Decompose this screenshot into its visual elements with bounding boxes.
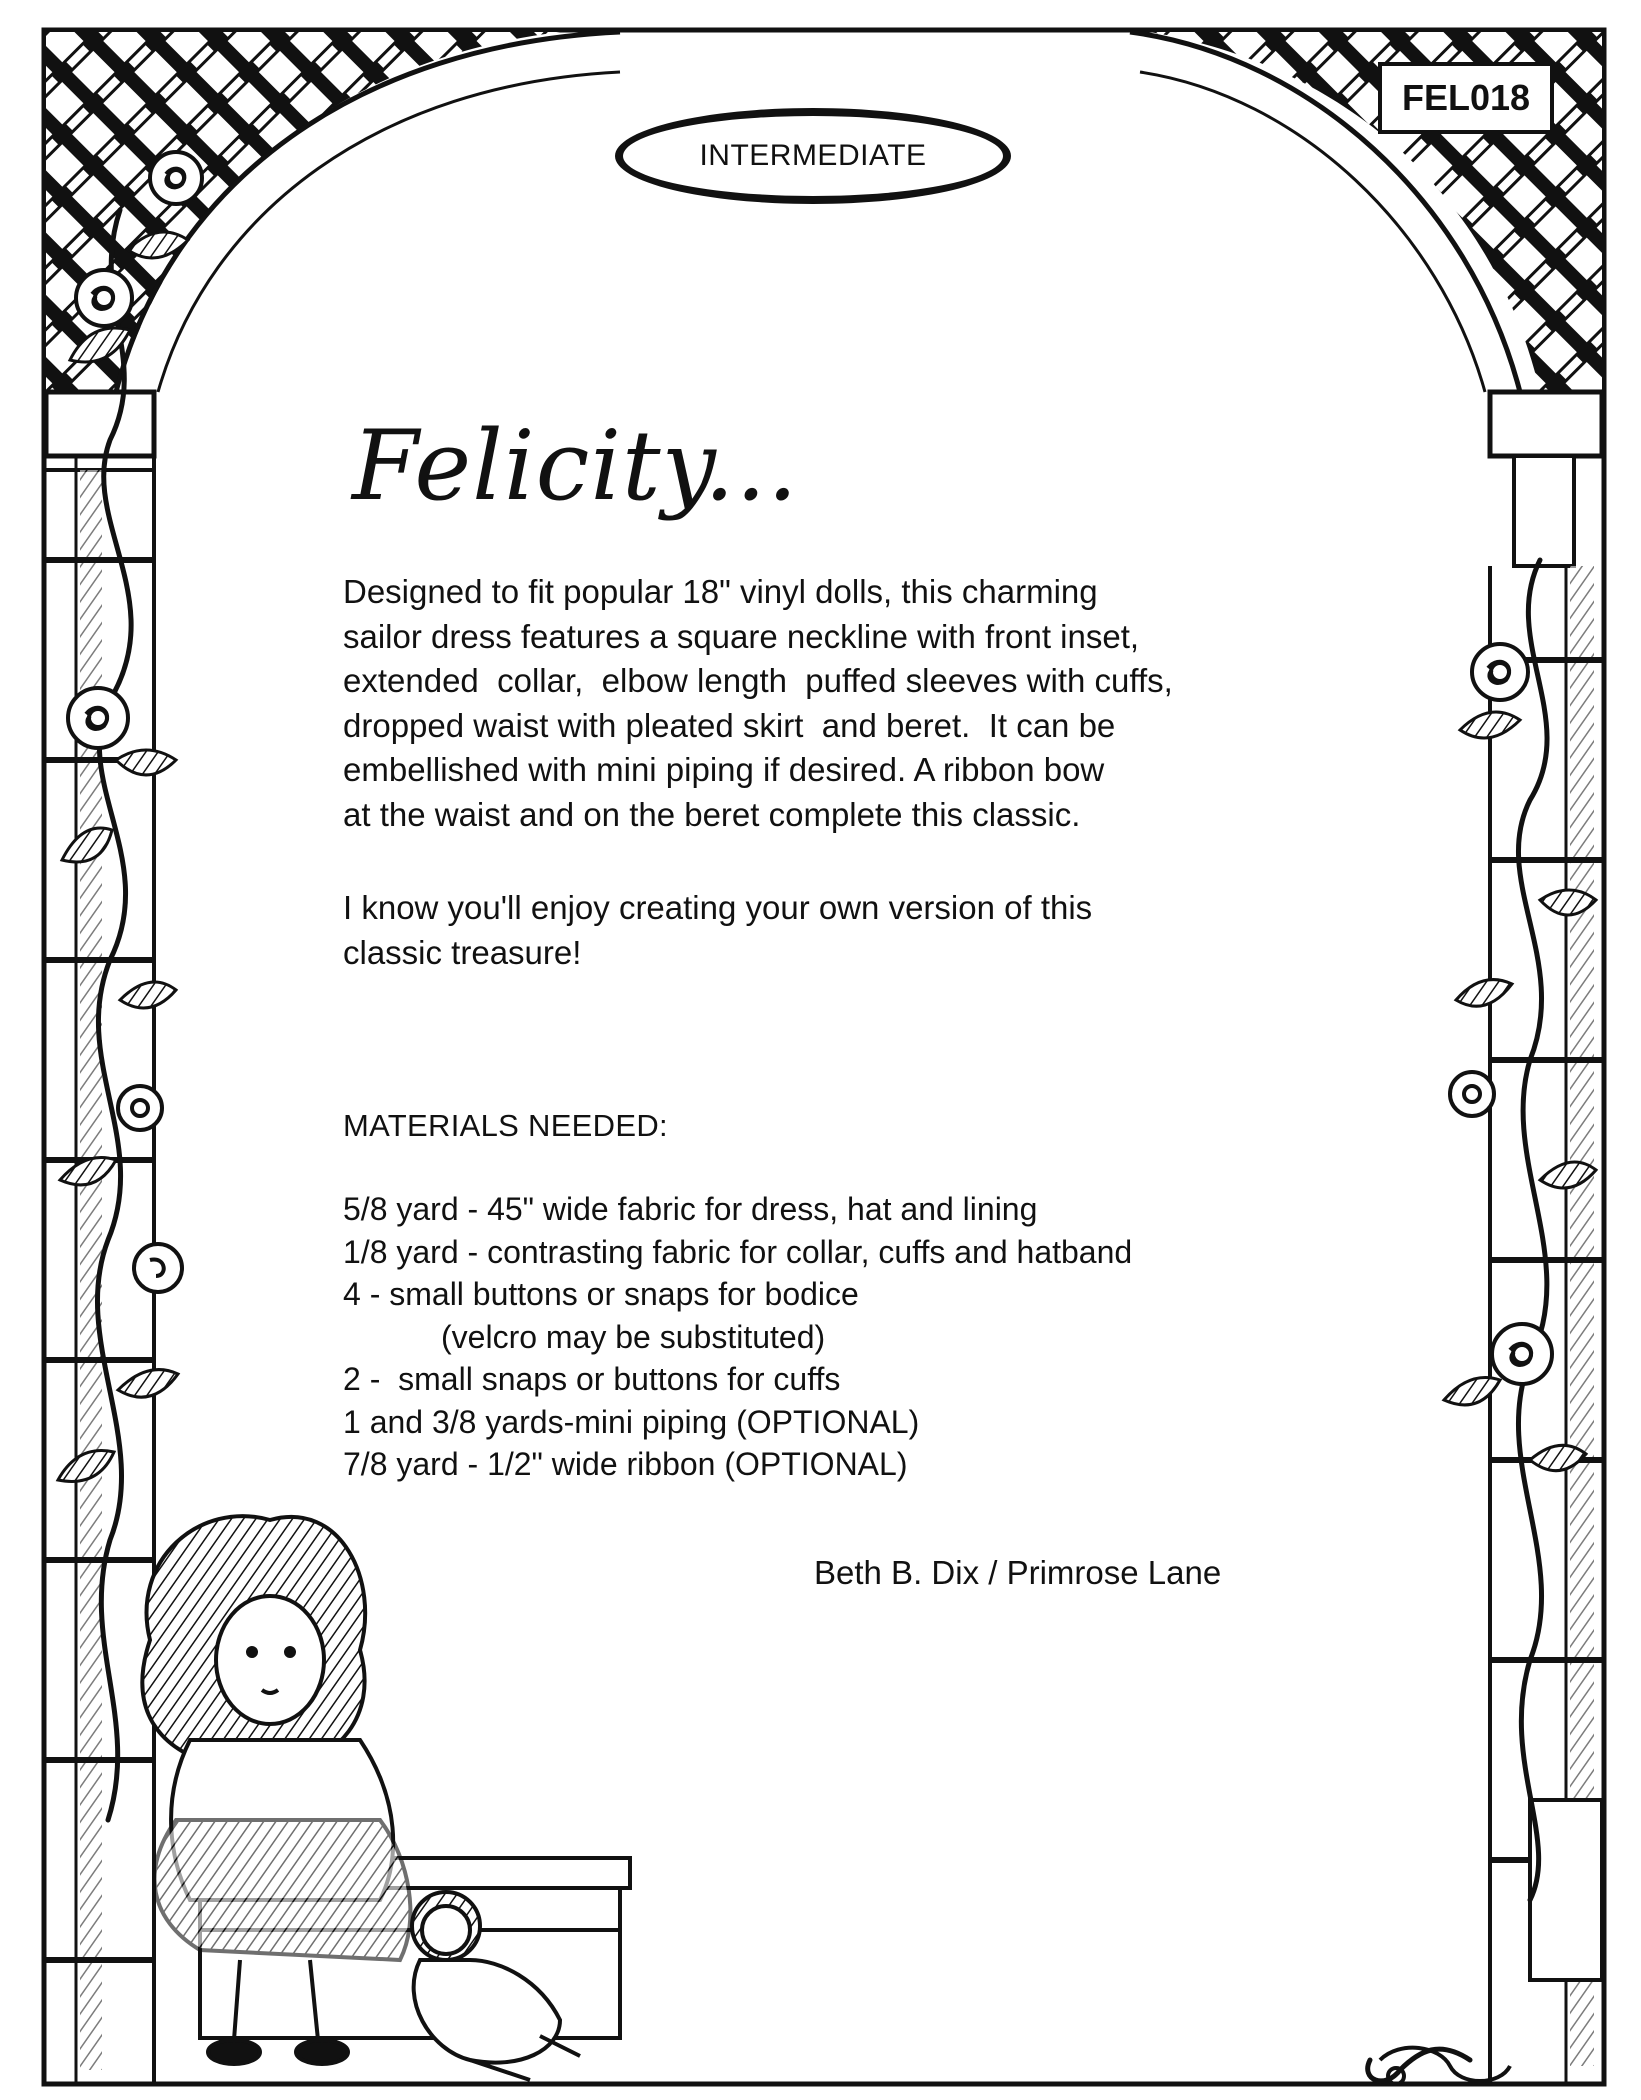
- closing-paragraph: [343, 886, 1353, 975]
- material-item: 5/8 yard - 45" wide fabric for dress, hat and lining: [343, 1191, 1038, 1227]
- intro-paragraph: [343, 570, 1353, 837]
- skill-level-badge: [615, 108, 1011, 204]
- closing-line: classic treasure!: [343, 933, 582, 971]
- material-item: 1/8 yard - contrasting fabric for collar, cuffs and hatband: [343, 1233, 1133, 1270]
- skill-level-label: INTERMEDIATE: [699, 139, 927, 172]
- intro-line: extended collar, elbow length puffed sleeves with cuffs,: [343, 662, 1173, 699]
- materials-list: [343, 1188, 1132, 1486]
- material-item: 1 and 3/8 yards-mini piping (OPTIONAL): [343, 1403, 920, 1440]
- left-pillar: [46, 392, 154, 2084]
- intro-line: embellished with mini piping if desired. A ribbon bow: [343, 751, 1105, 788]
- pattern-code: FEL018: [1401, 77, 1531, 118]
- intro-line: sailor dress features a square neckline with front inset,: [343, 617, 1140, 655]
- material-item-note: (velcro may be substituted): [441, 1318, 826, 1355]
- material-item: 2 - small snaps or buttons for cuffs: [343, 1361, 841, 1397]
- pattern-title: Felicity...: [352, 410, 799, 522]
- material-item: 4 - small buttons or snaps for bodice: [343, 1276, 859, 1312]
- materials-heading: MATERIALS NEEDED:: [343, 1108, 668, 1143]
- material-item: 7/8 yard - 1/2" wide ribbon (OPTIONAL): [343, 1446, 908, 1482]
- closing-line: I know you'll enjoy creating your own version of this: [343, 889, 1093, 926]
- intro-line: Designed to fit popular 18" vinyl dolls, this charming: [343, 573, 1098, 610]
- pattern-code-box: [1378, 62, 1554, 134]
- girl-with-doll-illustration: [142, 1516, 630, 2080]
- designer-credit: Beth B. Dix / Primrose Lane: [814, 1554, 1222, 1591]
- intro-line: at the waist and on the beret complete this classic.: [343, 795, 1081, 833]
- intro-line: dropped waist with pleated skirt and beret. It can be: [343, 706, 1116, 744]
